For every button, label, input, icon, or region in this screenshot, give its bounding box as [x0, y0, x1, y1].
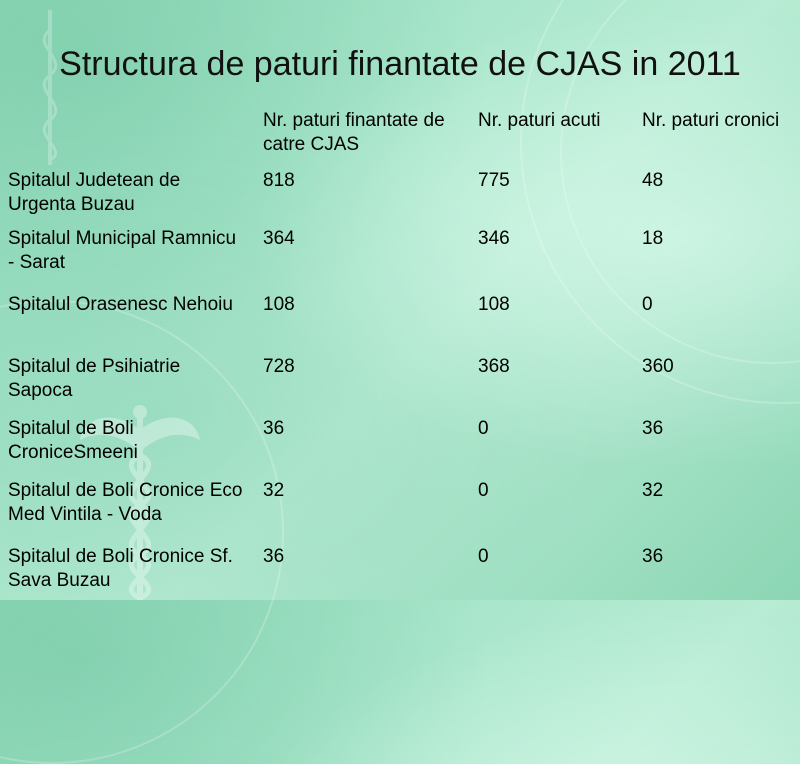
table-row — [0, 288, 800, 350]
column-header — [0, 104, 255, 164]
hospital-name-cell: Spitalul Orasenesc Nehoiu — [8, 294, 233, 315]
chronic-beds-cell: 18 — [642, 228, 664, 249]
chronic-beds-cell: 48 — [642, 170, 664, 191]
acute-beds-cell: 0 — [478, 480, 489, 501]
acute-beds-cell: 346 — [478, 228, 510, 249]
table-row — [0, 540, 800, 602]
chronic-beds-cell: 32 — [642, 480, 664, 501]
total-beds-cell: 818 — [263, 170, 295, 191]
acute-beds-cell: 108 — [478, 294, 510, 315]
total-beds-cell: 32 — [263, 480, 285, 501]
hospital-beds-table — [0, 104, 800, 602]
column-header: Nr. paturi acuti — [478, 110, 601, 131]
chronic-beds-cell: 36 — [642, 546, 664, 567]
table-row — [0, 412, 800, 474]
table-row — [0, 350, 800, 412]
total-beds-cell: 36 — [263, 418, 285, 439]
chronic-beds-cell: 360 — [642, 356, 674, 377]
acute-beds-cell: 0 — [478, 546, 489, 567]
table-row — [0, 474, 800, 540]
chronic-beds-cell: 0 — [642, 294, 653, 315]
total-beds-cell: 36 — [263, 546, 285, 567]
total-beds-cell: 364 — [263, 228, 295, 249]
table-header-row — [0, 104, 800, 164]
hospital-name-cell: Spitalul de Boli Cronice Sf. Sava Buzau — [8, 546, 233, 591]
slide-title: Structura de paturi finantate de CJAS in 2011 — [59, 45, 741, 83]
column-header: Nr. paturi cronici — [642, 110, 780, 131]
chronic-beds-cell: 36 — [642, 418, 664, 439]
acute-beds-cell: 0 — [478, 418, 489, 439]
table-row — [0, 222, 800, 288]
acute-beds-cell: 775 — [478, 170, 510, 191]
hospital-name-cell: Spitalul Judetean de Urgenta Buzau — [8, 170, 181, 215]
hospital-name-cell: Spitalul de Boli CroniceSmeeni — [8, 418, 138, 463]
hospital-name-cell: Spitalul Municipal Ramnicu - Sarat — [8, 228, 237, 273]
hospital-name-cell: Spitalul de Psihiatrie Sapoca — [8, 356, 181, 401]
table-row — [0, 164, 800, 222]
total-beds-cell: 728 — [263, 356, 295, 377]
hospital-name-cell: Spitalul de Boli Cronice Eco Med Vintila - Voda — [8, 480, 243, 525]
column-header: Nr. paturi finantate de catre CJAS — [263, 110, 445, 155]
acute-beds-cell: 368 — [478, 356, 510, 377]
total-beds-cell: 108 — [263, 294, 295, 315]
